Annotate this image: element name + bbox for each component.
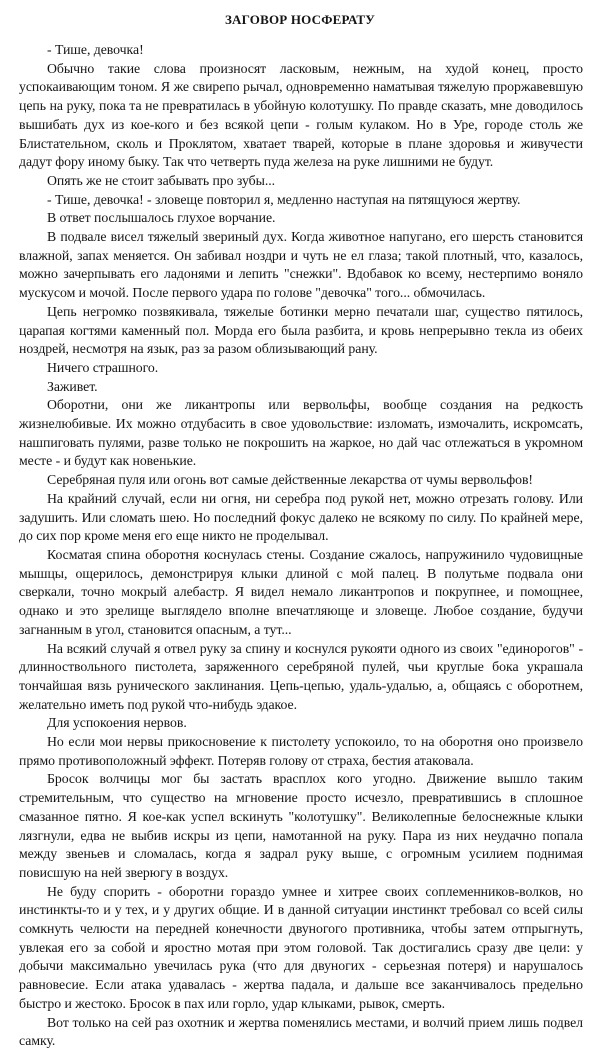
paragraph: Не буду спорить - оборотни гораздо умнее и хитрее своих соплеменников-волков, но инстинкты-то и у тех, и у других общие. И в данной ситуации инстинкт требовал со всей силы сомкнуть челюсти на передней конечности двуногого противника, чтобы затем отпрыгнуть, увлекая его за собой и яростно мотая при этом головой. Так достигались сразу две цели: у добычи максимально увечилась рука (что для двуногих - серьезная потеря) и нарушалось равновесие. Если атака удавалась - жертва падала, и дальше все заканчивалось предельно быстро и жестоко. Бросок в пах или горло, удар клыками, рывок, смерть. (19, 883, 583, 1011)
paragraph: Обычно такие слова произносят ласковым, нежным, на худой конец, просто успокаивающим тоном. Я же свирепо рычал, одновременно наматывая тяжелую проржавевшую цепь на руку, пока та не превратилась в убойную колотушку. По правде сказать, мне доводилось вышибать дух из кое-кого и без всякой цепи - голым кулаком. Но в Уре, городе столь же Блистательном, сколь и Проклятом, хватает тварей, которые в плане здоровья и живучести дадут фору иному быку. Так что четверть пуда железа на руке лишними не будут. (19, 60, 583, 170)
paragraph: Но если мои нервы прикосновение к пистолету успокоило, то на оборотня оно произвело прямо противоположный эффект. Потеряв голову от страха, бестия атаковала. (19, 734, 583, 768)
paragraph: Цепь негромко позвякивала, тяжелые ботинки мерно печатали шаг, существо пятилось, царапая когтями каменный пол. Морда его была разбита, и кровь непрерывно текла из обеих ноздрей, несмотря на язык, раз за разом облизывающий рану. (19, 303, 583, 357)
paragraph: Опять же не стоит забывать про зубы... (47, 172, 276, 188)
paragraph: Косматая спина оборотня коснулась стены. Создание сжалось, напружинило чудовищные мышцы, ощерилось, демонстрируя клыки длиной с мой палец. В полутьме подвала они сверкали, точно мокрый алебастр. Я видел немало ликантропов и покрупнее, и помощнее, однако и это зрелище выглядело вполне впечатляюще и зловеще. Любое создание, будучи загнанным в угол, становится опасным, а тут... (19, 546, 583, 637)
paragraph: На всякий случай я отвел руку за спину и коснулся рукояти одного из своих "единорогов" - длинноствольного пистолета, заряженного серебряной пулей, чьи круглые бока украшала тончайшая вязь рунического заклинания. Цепь-цепью, удаль-удалью, а, общаясь с оборотнем, желательно иметь под рукой что-нибудь эдакое. (19, 640, 583, 712)
paragraph: Бросок волчицы мог бы застать врасплох кого угодно. Движение вышло таким стремительным, что существо на мгновение просто исчезло, превратившись в сплошное смазанное пятно. Я кое-как успел вскинуть "колотушку". Великолепные белоснежные клыки лязгнули, едва не выбив искры из цепи, намотанной на руку. Пара из них неудачно попала между звеньев и сломалась, когда я задрал руку выше, с огромным усилием поднимая повисшую на ней зверюгу в воздух. (19, 771, 583, 880)
paragraph: Оборотни, они же ликантропы или вервольфы, вообще создания на редкость жизнелюбивые. Их можно отдубасить в свое удовольствие: изломать, измочалить, искромсать, нашпиговать пулями, разве только не покрошить на жаркое, но дай час отлежаться в укромном месте - и будут как новенькие. (19, 397, 583, 469)
paragraph: Ничего страшного. (47, 359, 159, 375)
paragraph: Заживет. (47, 378, 98, 394)
paragraph: На крайний случай, если ни огня, ни серебра под рукой нет, можно отрезать голову. Или задушить. Или сломать шею. Но последний фокус далеко не всякому по силу. По крайней мере, до сих пор кроме меня его еще никто не проделывал. (19, 490, 583, 544)
document-title: ЗАГОВОР НОСФЕРАТУ (224, 12, 376, 27)
paragraph: В подвале висел тяжелый звериный дух. Когда животное напугано, его шерсть становится влажной, запах меняется. Он забивал ноздри и чуть не ел глаза; такой плотный, что, казалось, можно зачерпывать его ладонями и лепить "снежки". Вдобавок ко всему, нестерпимо воняло мускусом и мочой. После первого удара по голове "девочка" того... обмочилась. (19, 229, 583, 301)
paragraph: - Тише, девочка! (47, 42, 144, 57)
paragraph: - Тише, девочка! - зловеще повторил я, медленно наступая на пятящуюся жертву. (47, 191, 521, 207)
paragraph: Для успокоения нервов. (47, 715, 187, 731)
paragraph: В ответ послышалось глухое ворчание. (47, 210, 276, 226)
document-body (19, 41, 583, 1051)
paragraph: Вот только на сей раз охотник и жертва поменялись местами, и волчий прием лишь подвел самку. (19, 1014, 583, 1049)
paragraph: Серебряная пуля или огонь вот самые действенные лекарства от чумы вервольфов! (47, 472, 533, 488)
